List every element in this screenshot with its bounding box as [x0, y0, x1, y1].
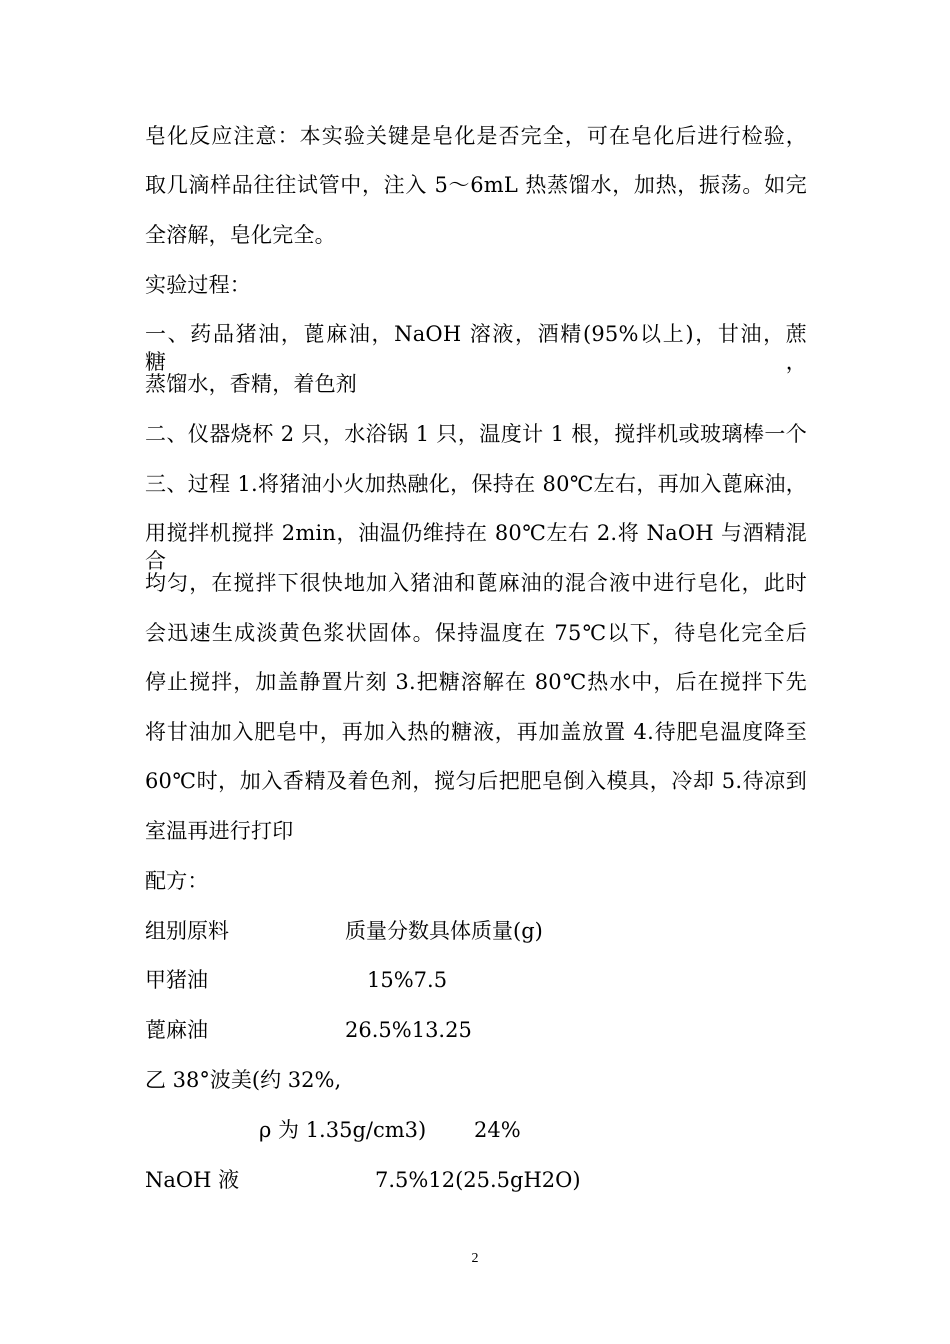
formula-header-col1: 组别原料: [145, 919, 229, 943]
formula-header-col2: 质量分数具体质量(g): [345, 919, 543, 943]
formula-row-4-col1: ρ 为 1.35g/cm3): [259, 1118, 427, 1142]
formula-row-5-col2: 7.5%12(25.5gH2O): [375, 1168, 581, 1192]
formula-row-5-col1: NaOH 液: [145, 1168, 240, 1192]
procedure-line-2: 用搅拌机搅拌 2min，油温仍维持在 80℃左右 2.将 NaOH 与酒精混合: [145, 521, 807, 573]
procedure-line-5: 停止搅拌，加盖静置片刻 3.把糖溶解在 80℃热水中，后在搅拌下先: [145, 670, 807, 694]
formula-row-1-col1: 甲猪油: [145, 968, 208, 992]
notice-line-3: 全溶解，皂化完全。: [145, 223, 336, 247]
formula-row-2-col1: 蓖麻油: [145, 1018, 208, 1042]
page-number: 2: [471, 1251, 479, 1266]
instruments-line: 二、仪器烧杯 2 只，水浴锅 1 只，温度计 1 根，搅拌机或玻璃棒一个: [145, 422, 807, 446]
reagents-line-1: 一、药品猪油，蓖麻油，NaOH 溶液，酒精(95%以上)，甘油，蔗糖，: [145, 322, 807, 374]
formula-row-4-col2: 24%: [474, 1118, 521, 1142]
procedure-line-4: 会迅速生成淡黄色浆状固体。保持温度在 75℃以下，待皂化完全后: [145, 621, 807, 645]
procedure-line-6: 将甘油加入肥皂中，再加入热的糖液，再加盖放置 4.待肥皂温度降至: [145, 720, 807, 744]
reagents-line-2: 蒸馏水，香精，着色剂: [145, 372, 357, 396]
procedure-line-3: 均匀，在搅拌下很快地加入猪油和蓖麻油的混合液中进行皂化，此时: [145, 571, 807, 595]
procedure-line-7: 60℃时，加入香精及着色剂，搅匀后把肥皂倒入模具，冷却 5.待凉到: [145, 769, 807, 793]
procedure-line-1: 三、过程 1.将猪油小火加热融化，保持在 80℃左右，再加入蓖麻油，: [145, 472, 807, 496]
process-heading: 实验过程：: [145, 273, 251, 297]
formula-row-1-col2: 15%7.5: [367, 968, 448, 992]
formula-row-3-col1: 乙 38°波美(约 32%,: [145, 1068, 342, 1092]
notice-line-2: 取几滴样品往往试管中，注入 5～6mL 热蒸馏水，加热，振荡。如完: [145, 173, 807, 197]
formula-heading: 配方：: [145, 869, 209, 893]
notice-line-1: 皂化反应注意：本实验关键是皂化是否完全，可在皂化后进行检验，: [145, 124, 807, 148]
procedure-line-8: 室温再进行打印: [145, 819, 294, 843]
formula-row-2-col2: 26.5%13.25: [345, 1018, 472, 1042]
